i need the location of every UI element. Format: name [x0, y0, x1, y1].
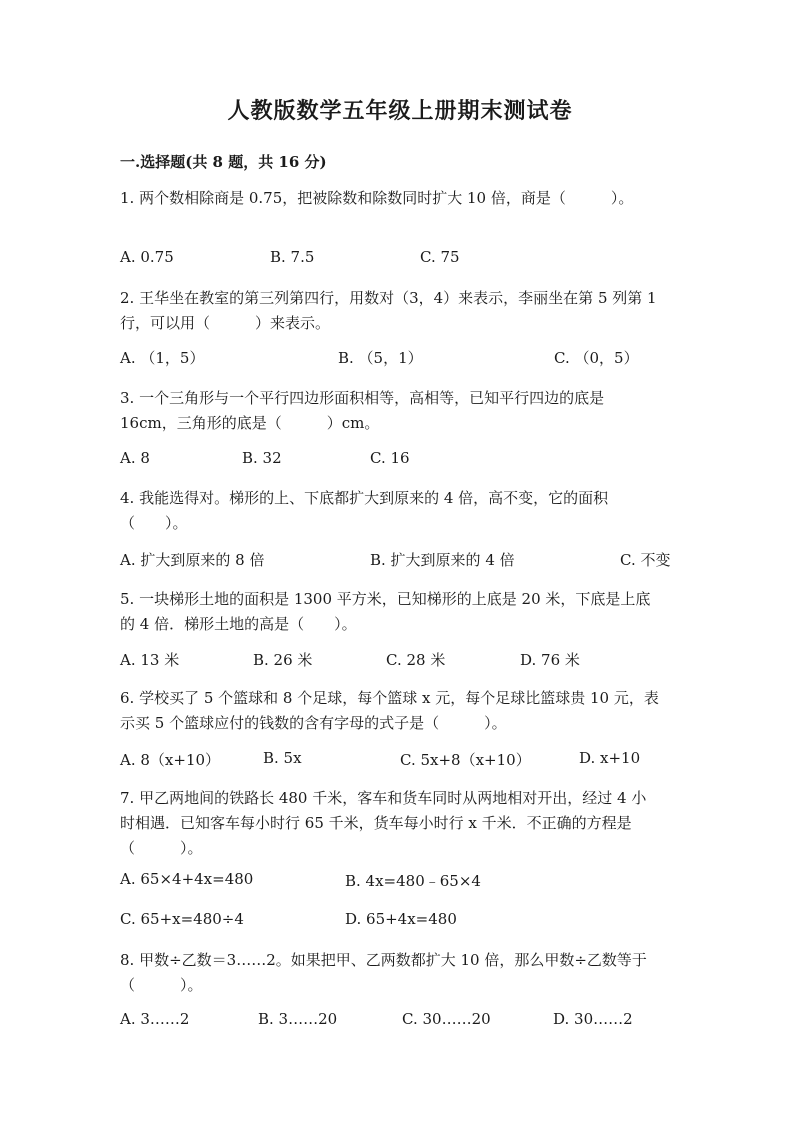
option-a[interactable]: A. 0.75 — [120, 248, 174, 266]
question-3 — [120, 386, 685, 436]
question-line: 7. 甲乙两地间的铁路长 480 千米，客车和货车同时从两地相对开出，经过 4 小 — [120, 789, 647, 807]
question-line: （ ）。 — [120, 514, 188, 532]
option-c[interactable]: C. 不变 — [620, 551, 671, 569]
question-line: 4. 我能选得对。梯形的上、下底都扩大到原来的 4 倍，高不变，它的面积 — [120, 489, 609, 507]
question-line: 示买 5 个篮球应付的钱数的含有字母的式子是（ ）。 — [120, 714, 507, 732]
question-line: 时相遇．已知客车每小时行 65 千米，货车每小时行 x 千米．不正确的方程是 — [120, 814, 632, 832]
question-line: 行，可以用（ ）来表示。 — [120, 314, 331, 332]
exam-title: 人教版数学五年级上册期末测试卷 — [227, 98, 573, 124]
options-row — [120, 549, 720, 571]
question-line: 8. 甲数÷乙数＝3……2。如果把甲、乙两数都扩大 10 倍，那么甲数÷乙数等于 — [120, 951, 647, 969]
question-1 — [120, 186, 685, 211]
option-c[interactable]: C. 30……20 — [402, 1010, 491, 1028]
option-d[interactable]: D. 65+4x=480 — [345, 910, 457, 928]
options-row — [120, 870, 720, 892]
options-row — [120, 1010, 720, 1032]
option-b[interactable]: B. 26 米 — [253, 651, 313, 669]
option-a[interactable]: A. 8（x+10） — [120, 751, 221, 769]
options-row — [120, 910, 720, 932]
question-5 — [120, 587, 685, 637]
question-4 — [120, 486, 685, 536]
option-c[interactable]: C. （0，5） — [554, 349, 639, 367]
question-line: 2. 王华坐在教室的第三列第四行，用数对（3，4）来表示，李丽坐在第 5 列第 1 — [120, 289, 657, 307]
option-c[interactable]: C. 28 米 — [386, 651, 446, 669]
section-heading: 一.选择题(共 8 题，共 16 分) — [120, 153, 327, 171]
option-c[interactable]: C. 5x+8（x+10） — [400, 751, 531, 769]
option-a[interactable]: A. 13 米 — [120, 651, 180, 669]
question-line: 的 4 倍．梯形土地的高是（ ）。 — [120, 615, 357, 633]
option-a[interactable]: A. 65×4+4x=480 — [120, 870, 254, 888]
option-b[interactable]: B. 3……20 — [258, 1010, 338, 1028]
option-a[interactable]: A. 8 — [120, 449, 150, 467]
options-row — [120, 449, 720, 471]
options-row — [120, 749, 720, 771]
question-2 — [120, 286, 685, 336]
option-d[interactable]: D. 30……2 — [553, 1010, 633, 1028]
question-6 — [120, 686, 685, 736]
question-line: （ ）。 — [120, 839, 203, 857]
options-row — [120, 649, 720, 671]
question-8 — [120, 948, 685, 998]
question-line: 16cm，三角形的底是（ ）cm。 — [120, 414, 380, 432]
option-a[interactable]: A. 3……2 — [120, 1010, 190, 1028]
option-c[interactable]: C. 65+x=480÷4 — [120, 910, 244, 928]
question-7 — [120, 786, 685, 861]
question-line: 5. 一块梯形土地的面积是 1300 平方米，已知梯形的上底是 20 米，下底是上底 — [120, 590, 651, 608]
options-row — [120, 248, 720, 270]
option-b[interactable]: B. 32 — [242, 449, 282, 467]
option-b[interactable]: B. 7.5 — [270, 248, 315, 266]
question-line: 1. 两个数相除商是 0.75，把被除数和除数同时扩大 10 倍，商是（ ）。 — [120, 189, 634, 207]
option-d[interactable]: D. x+10 — [579, 749, 641, 767]
question-line: （ ）。 — [120, 976, 203, 994]
options-row — [120, 347, 720, 369]
option-b[interactable]: B. （5，1） — [338, 349, 423, 367]
option-c[interactable]: C. 75 — [420, 248, 460, 266]
option-b[interactable]: B. 扩大到原来的 4 倍 — [370, 551, 515, 569]
option-b[interactable]: B. 4x=480﹣65×4 — [345, 872, 481, 890]
option-c[interactable]: C. 16 — [370, 449, 410, 467]
question-line: 6. 学校买了 5 个篮球和 8 个足球，每个篮球 x 元，每个足球比篮球贵 10 元，表 — [120, 689, 659, 707]
option-a[interactable]: A. 扩大到原来的 8 倍 — [120, 551, 265, 569]
option-d[interactable]: D. 76 米 — [520, 651, 580, 669]
option-a[interactable]: A. （1，5） — [120, 349, 205, 367]
option-b[interactable]: B. 5x — [263, 749, 302, 767]
question-line: 3. 一个三角形与一个平行四边形面积相等，高相等，已知平行四边的底是 — [120, 389, 605, 407]
